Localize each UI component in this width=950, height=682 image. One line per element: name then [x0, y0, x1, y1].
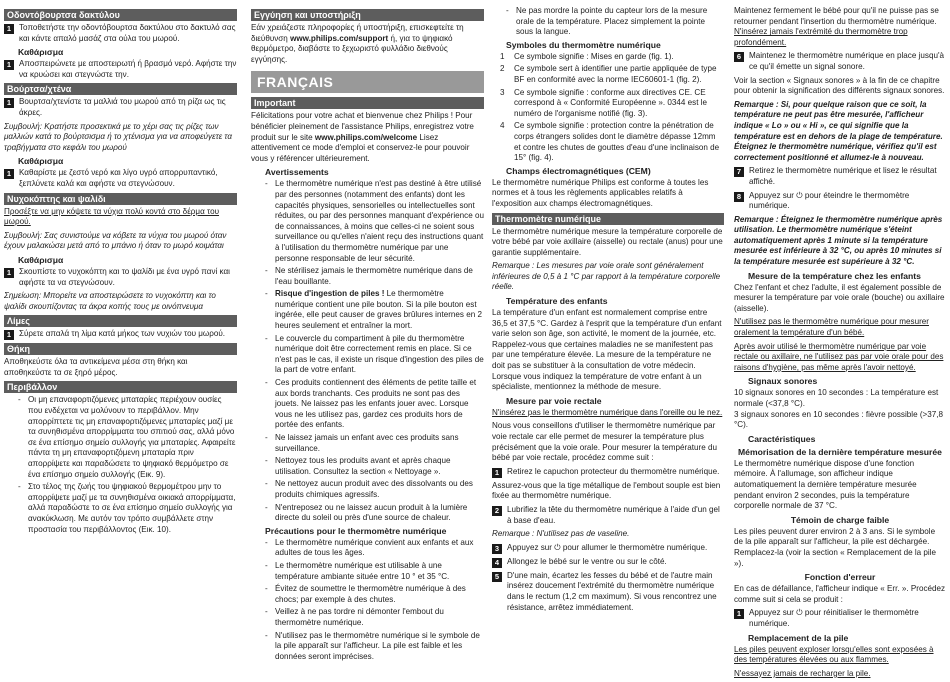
list-item: - Στο τέλος της ζωής του ψηφιακού θερμομέτρου μην το απορρίψετε μαζί με τα συνηθισμένα οικιακά απορρίμματα, αλλά παραδώστε το σε ένα επίσημο σημείο συλλογής για ανακύκλωση. Με αυτόν τον τρόπο συμβάλλετε στην προστασία του περιβάλλοντος (Εικ. 10). [18, 482, 237, 535]
section-heading: Important [251, 97, 484, 109]
item-number: 3 [500, 87, 505, 97]
body-text: Αποθηκεύστε όλα τα αντικείμενα μέσα στη θήκη και αποθηκεύστε τα σε ξηρό μέρος. [4, 357, 188, 377]
list-item: - Ne laissez jamais un enfant avec ces produits sans surveillance. [265, 433, 484, 454]
step-text: Σύρετε απαλά τη λίμα κατά μήκος των νυχιών του μωρού. [19, 329, 226, 339]
note-text: Remarque : Éteignez le thermomètre numérique après utilisation. Le thermomètre numérique s'éteint automatiquement après 1 minute si la température mesurée est inférieure à 32 °C, ou après 10 minutes si la température mesurée est supérieure à 32 °C. [734, 214, 943, 267]
subheading: Καθάρισμα [18, 47, 64, 58]
step-text: Lubrifiez la tête du thermomètre numérique à l'aide d'un gel à base d'eau. [507, 504, 720, 525]
step-item [4, 168, 237, 189]
list-item: - Ces produits contiennent des éléments de petite taille et aux bords tranchants. Ces produits ne sont pas des jouets. Ne laissez pas les enfants jouer avec. Lorsque vous ne les utilisez pas, gardez ces produits hors de portée des enfants. [265, 378, 484, 431]
step-text: Σκουπίστε το νυχοκόπτη και το ψαλίδι με ένα υγρό πανί και αφήστε τα να στεγνώσουν. [19, 266, 230, 287]
step-number: 1 [4, 169, 14, 179]
step-item [734, 51, 946, 72]
step-item [492, 557, 724, 568]
step-number: 3 [492, 544, 502, 554]
step-text: D'une main, écartez les fesses du bébé et de l'autre main insérez doucement l'extrémité du thermomètre numérique dans le rectum (1,2 cm maximum). Si vous rencontrez une résistance, arrêtez immédiatement. [507, 570, 717, 612]
list-item: - Ne nettoyez aucun produit avec des dissolvants ou des produits chimiques agressifs. [265, 479, 484, 500]
subheading: Avertissements [265, 167, 329, 178]
list-item: - Veillez à ne pas tordre ni démonter l'embout du thermomètre numérique. [265, 607, 484, 628]
list-item [265, 289, 484, 331]
item-number: 4 [500, 121, 505, 131]
subheading: Précautions pour le thermomètre numérique [265, 525, 447, 536]
body-text: Le thermomètre numérique mesure la température corporelle de votre bébé par voie axillaire (aisselle) ou rectale (anus) pour une garantie supplémentaire. [492, 226, 723, 257]
step-text: Αποσπειρώνετε με αποστειρωτή ή βρασμό νερό. Αφήστε την να κρυώσει και στεγνώστε την. [19, 59, 237, 79]
risk-label: Risque d'ingestion de piles ! [275, 289, 385, 299]
note-text: Remarque : N'utilisez pas de vaseline. [492, 529, 630, 539]
column-greek [4, 6, 237, 537]
warning-text: N'insérez jamais l'extrémité du thermomètre trop profondément. [734, 27, 908, 47]
list-item: - Ne pas mordre la pointe du capteur lors de la mesure orale de la température. Placez simplement la pointe sous la langue. [506, 6, 724, 38]
body-text: Voir la section « Signaux sonores » à la fin de ce chapitre pour obtenir la signification des différents signaux sonores. [734, 75, 945, 96]
section-heading: Βούρτσα/χτένα [4, 83, 237, 95]
subheading: Témoin de charge faible [790, 514, 890, 525]
body-text: Le thermomètre numérique dispose d'une fonction mémoire. À l'allumage, son afficheur indique automatiquement la dernière température mesurée pendant environ 2 secondes, puis la température corporelle normale de 37 °C. [734, 458, 917, 511]
body-text [251, 23, 484, 65]
subheading: Mesure par voie rectale [506, 395, 602, 406]
subheading: Symboles du thermomètre numérique [506, 39, 661, 50]
subheading: Mesure de la température chez les enfants [748, 270, 921, 281]
subheading: Caractéristiques [748, 433, 816, 444]
subheading: Καθάρισμα [18, 156, 64, 167]
column-french-1 [251, 6, 484, 664]
section-heading: Θήκη [4, 343, 237, 355]
risk-text: Le thermomètre numérique contient une pile bouton. Si la pile bouton est ingérée, elle peut causer de graves brûlures internes en 2 heures seulement et entraîner la mort. [275, 289, 482, 331]
body-text: En cas de défaillance, l'afficheur indique « Err. ». Procédez comme suit si cela se produit : [734, 584, 946, 604]
step-number: 1 [492, 468, 502, 478]
list-item: - Le thermomètre numérique est utilisable à une température ambiante située entre 10 ° et 35 °C. [265, 561, 484, 582]
subheading: Καθάρισμα [18, 254, 64, 265]
step-item [4, 23, 237, 44]
numbered-item [500, 64, 724, 85]
support-link[interactable]: www.philips.com/support [290, 33, 389, 43]
step-text: Appuyez sur ⏻ pour allumer le thermomètre numérique. [507, 542, 708, 552]
step-item [492, 543, 724, 554]
section-heading: Thermomètre numérique [492, 213, 724, 225]
language-heading: FRANÇAIS [251, 71, 484, 93]
item-text: Ce symbole sert à identifier une partie appliquée de type BF en conformité avec la norme IEC60601-1 (fig. 2). [514, 64, 717, 84]
step-item [492, 467, 724, 478]
note-text: Remarque : Les mesures par voie orale sont généralement inférieures de 0,5 à 1 °C par rapport à la température corporelle réelle. [492, 261, 721, 292]
step-item [734, 191, 946, 212]
step-text: Retirez le capuchon protecteur du thermomètre numérique. [507, 466, 720, 476]
item-number: 1 [500, 51, 505, 61]
body-text [251, 111, 484, 164]
subheading: Fonction d'erreur [804, 572, 876, 583]
body-text: La température d'un enfant est normalement comprise entre 36,5 et 37,5 °C. Gardez à l'esprit que la température d'un enfant varie selon son âge, son activité, le moment de la journée, etc. Rappelez-vous que certaines maladies ne se manifestent pas par une température élevée. La mesure de la température ne doit pas se substituer à la consultation de votre médecin. Lorsque vous indiquez la température de votre enfant à un spécialiste, mentionnez la méthode de mesure. [492, 308, 722, 392]
body-text-part: ή, για το ψηφιακό θερμόμετρο, διαβάστε το ξεχωριστό φυλλάδιο διεθνούς εγγύησης. [251, 33, 453, 64]
step-item [4, 329, 237, 340]
list-item: - N'utilisez pas le thermomètre numérique si le symbole de la pile apparaît sur l'afficheur. La pile est faible et les données seront imprécises. [265, 631, 484, 663]
list-item: - Nettoyez tous les produits avant et après chaque utilisation. Consultez la section « Nettoyage ». [265, 456, 484, 477]
step-text: Allongez le bébé sur le ventre ou sur le côté. [507, 556, 667, 566]
section-heading: Οδοντόβουρτσα δακτύλου [4, 9, 237, 21]
step-number: 1 [4, 98, 14, 108]
subheading: Champs électromagnétiques (CEM) [506, 165, 651, 176]
step-text: Appuyez sur ⏻ pour réinitialiser le thermomètre numérique. [749, 608, 919, 628]
step-number: 5 [492, 572, 502, 582]
list-item: - Le thermomètre numérique convient aux enfants et aux adultes de tous les âges. [265, 538, 484, 559]
section-heading: Λίμες [4, 315, 237, 327]
subheading: Signaux sonores [748, 376, 818, 387]
subheading: Température des enfants [506, 296, 608, 307]
step-item [734, 608, 946, 629]
body-text: Assurez-vous que la tige métallique de l'embout souple est bien fixée au thermomètre numérique. [492, 480, 721, 501]
step-item [492, 571, 724, 613]
warning-text: Après avoir utilisé le thermomètre numérique par voie rectale ou axillaire, ne l'utilisez pas par voie orale pour des raisons d'hygiène, pas même après l'avoir nettoyé. [734, 341, 944, 372]
step-item [4, 97, 237, 118]
body-text: 10 signaux sonores en 10 secondes : La température est normale (<37,8 °C). [734, 388, 939, 408]
step-number: 7 [734, 167, 744, 177]
item-text: Ce symbole signifie : Mises en garde (fig. 1). [514, 51, 674, 61]
list-item: - Le couvercle du compartiment à pile du thermomètre numérique doit être correctement remis en place. Si ce n'est pas le cas, il existe un risque d'ingestion des piles de la part de votre enfant. [265, 334, 484, 376]
step-text: Καθαρίστε με ζεστό νερό και λίγο υγρό απορρυπαντικό, ξεπλύνετε καλά και αφήστε να στεγνώσουν. [19, 168, 218, 188]
item-text: Ce symbole signifie : protection contre la pénétration de corps étrangers solides dont le diamètre dépasse 12mm et contre les chutes de gouttes d'eau d'une inclinaison de 15° (fig. 4). [514, 121, 720, 163]
body-text: 3 signaux sonores en 10 secondes : fièvre possible (>37,8 °C). [734, 409, 943, 430]
step-item [4, 59, 237, 80]
step-number: 2 [492, 506, 502, 516]
step-text: Retirez le thermomètre numérique et lisez le résultat affiché. [749, 166, 937, 186]
warning-text: Προσέξτε να μην κόψετε τα νύχια πολύ κοντά στο δέρμα του μωρού. [4, 206, 220, 227]
step-number: 6 [734, 52, 744, 62]
welcome-link[interactable]: www.philips.com/welcome [314, 132, 418, 142]
tip-text: Συμβουλή: Σας συνιστούμε να κόβετε τα νύχια του μωρού όταν έχουν μαλακώσει μετά από το μπάνιο ή όταν το μωρό κοιμάται [4, 230, 227, 251]
step-number: 1 [4, 268, 14, 278]
body-text-part: Félicitations pour votre achat et bienvenue chez Philips ! Pour bénéficier pleinement de l'assistance Philips, enregistrez votre produit sur le site [251, 111, 474, 142]
warning-text: N'essayez jamais de recharger la pile. [734, 668, 871, 678]
step-number: 4 [492, 558, 502, 568]
body-text-part: Lisez attentivement ce mode d'emploi et conservez-le pour pouvoir vous y référencer ultérieurement. [251, 132, 470, 163]
list-item: - Évitez de soumettre le thermomètre numérique à des chocs; par exemple à des chutes. [265, 584, 484, 605]
step-item [492, 505, 724, 526]
step-item [4, 267, 237, 288]
step-text: Appuyez sur ⏻ pour éteindre le thermomètre numérique. [749, 190, 910, 211]
body-text-part: Εάν χρειάζεστε πληροφορίες ή υποστήριξη, επισκεφτείτε τη διεύθυνση [251, 23, 464, 43]
warning-text: Les piles peuvent exploser lorsqu'elles sont exposées à des températures élevées ou aux flammes. [734, 644, 934, 665]
item-number: 2 [500, 64, 505, 74]
warning-text: N'utilisez pas le thermomètre numérique pour mesurer oralement la température d'un bébé. [734, 317, 929, 338]
list-item: - Ne stérilisez jamais le thermomètre numérique dans de l'eau bouillante. [265, 266, 484, 287]
body-text: Nous vous conseillons d'utiliser le thermomètre numérique par voie rectale car elle permet de mesurer la température plus précisément que la voie orale. Pour mesurer la température du bébé par voie rectale, procédez comme suit : [492, 421, 717, 463]
warning-text: N'insérez pas le thermomètre numérique dans l'oreille ou le nez. [492, 407, 723, 417]
column-french-2 [492, 6, 724, 616]
numbered-item [500, 88, 724, 120]
section-heading: Νυχοκόπτης και ψαλίδι [4, 193, 237, 205]
list-item: - Οι μη επαναφορτιζόμενες μπαταρίες περιέχουν ουσίες που ενδέχεται να μολύνουν το περιβάλλον. Μην απορρίπτετε τις μη επαναφορτιζόμενες μπαταρίες μαζί με τα συνηθισμένα απορρίμματα του σπιτιού σας, αλλά μόνο σε ένα επίσημο σημείο συλλογής για μπαταρίες. Αφαιρείτε πάντα τη μη επαναφορτιζόμενη μπαταρία πριν απορρίψετε και παραδώσετε το ψηφιακό θερμόμετρο σε ένα επίσημο σημείο συλλογής (Εικ. 9). [18, 395, 237, 480]
list-item: - N'entreposez ou ne laissez aucun produit à la lumière directe du soleil ou près d'une source de chaleur. [265, 503, 484, 524]
list-item: - Le thermomètre numérique n'est pas destiné à être utilisé par des personnes (notamment des enfants) dont les capacités physiques, sensorielles ou intellectuelles sont réduites, ou par des personnes manquant d'expérience ou de connaissances, à moins que celles-ci ne soient sous surveillance ou qu'elles n'aient reçu des instructions quant à l'utilisation du thermomètre numérique par une personne responsable de leur sécurité. [265, 179, 484, 264]
step-text: Maintenez le thermomètre numérique en place jusqu'à ce qu'il émette un signal sonore. [749, 51, 945, 71]
subheading: Mémorisation de la dernière température mesurée [738, 446, 942, 457]
body-text: Chez l'enfant et chez l'adulte, il est également possible de mesurer la température par voie orale (bouche) ou axillaire (aisselle). [734, 282, 945, 313]
step-number: 1 [734, 609, 744, 619]
note-text: Remarque : Si, pour quelque raison que ce soit, la température ne peut pas être mesurée, l'afficheur indique « Lo » ou « Hi », ce qui signifie que la température est en dehors de la plage de température. Éteignez le thermomètre numérique, vérifiez qu'il est correctement positionné et allumez-le à nouveau. [734, 99, 943, 162]
numbered-item [500, 121, 724, 163]
numbered-item [500, 52, 724, 63]
step-number: 8 [734, 192, 744, 202]
step-text: Βουρτσα/χτενίστε τα μαλλιά του μωρού από τη ρίζα ως τις άκρες. [19, 97, 226, 117]
body-text: Les piles peuvent durer environ 2 à 3 ans. Si le symbole de la pile apparaît sur l'afficheur, la pile est déchargée. Remplacez-la (voir la section « Remplacement de la pile »). [734, 526, 936, 568]
body-text: Maintenez fermement le bébé pour qu'il ne puisse pas se retourner pendant l'insertion du thermomètre numérique. [734, 6, 939, 26]
step-text: Τοποθετήστε την οδοντόβουρτσα δακτύλου στο δακτυλό σας και κάντε απαλό μασάζ στα ούλα του μωρού. [19, 23, 236, 43]
section-heading: Περιβάλλον [4, 381, 237, 393]
step-number: 1 [4, 330, 14, 340]
body-text: Le thermomètre numérique Philips est conforme à toutes les normes et à tous les règlements applicables relatifs à l'exposition aux champs électromagnétiques. [492, 177, 709, 208]
step-number: 1 [4, 24, 14, 34]
note-text: Σημείωση: Μπορείτε να αποστειρώσετε το νυχοκόπτη και το ψαλίδι σκουπίζοντας τα άκρα κοπής τους με οινόπνευμα [4, 291, 216, 311]
subheading: Remplacement de la pile [748, 632, 849, 643]
step-item [734, 166, 946, 187]
item-text: Ce symbole signifie : conforme aux directives CE. CE correspond à « Conformité Européenne ». 0344 est le numéro de l'organisme notifié (fig. 3). [514, 87, 708, 118]
step-number: 1 [4, 60, 14, 70]
column-french-3 [734, 6, 946, 682]
section-heading: Εγγύηση και υποστήριξη [251, 9, 484, 21]
tip-text: Συμβουλή: Κρατήστε προσεκτικά με το χέρι σας τις ρίζες των μαλλιών κατά το βούρτσισμα ή το χτένισμα για να αποφεύγετε τα τραβήγματα στο κεφάλι του μωρού [4, 121, 232, 152]
